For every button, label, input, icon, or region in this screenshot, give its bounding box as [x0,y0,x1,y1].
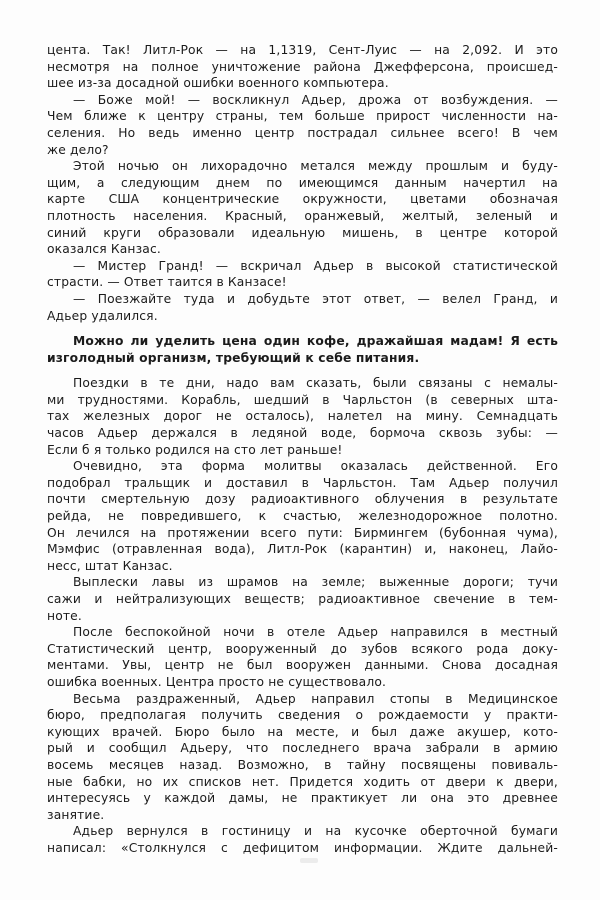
text-line: несмотря на полное уничтожение района Джефферсона, происшед- [47,59,558,74]
text-line: почти смертельную дозу радиоактивного облучения в результате [47,492,558,507]
text-line: Если б я только родился на сто лет раньше! [47,442,343,457]
text-line: кующих врачей. Бюро было на месте, и был даже акушер, кото- [47,724,558,739]
text-line: плотность населения. Красный, оранжевый, желтый, зеленый и [47,208,558,223]
text-line: Можно ли уделить цена один кофе, дражайшая мадам! Я есть [73,334,558,349]
text-line: сажи и нейтрализующих веществ; радиоактивное свечение в тем- [47,592,558,606]
text-line: рейда, не повредившего, к счастью, железнодорожное полотно. [47,509,558,524]
text-line: синий круги образовали идеальную мишень, в центре которой [47,225,558,240]
text-line: Статистический центр, вооруженный до зубов всякого рода доку- [47,641,558,656]
text-line: ментами. Увы, центр не был вооружен данными. Снова досадная [47,658,558,673]
text-line: Очевидно, эта форма молитвы оказалась действенной. Его [73,459,558,474]
text-line: изголодный организм, требующий к себе питания. [47,350,420,365]
text-line: бюро, предполагая получить сведения о рождаемости у практи- [47,708,558,723]
text-line: ошибка военных. Центра просто не существовало. [47,674,387,689]
text-line: тах железных дорог не осталось), налетел на мину. Семнадцать [47,409,558,424]
text-line: интересуясь у каждой дамы, не практикует ли она это древнее [47,791,558,806]
text-line: щим, а следующим днем по имеющимся данным начертил на [47,175,558,190]
text-line: восемь месяцев назад. Возможно, в тайну посвящены повиваль- [47,757,558,772]
text-line: рый и сообщил Адьеру, что последнего врача забрали в армию [47,741,558,756]
text-line: написал: «Столкнулся с дефицитом информации. Ждите дальней- [47,840,558,855]
text-line: Этой ночью он лихорадочно метался между прошлым и буду- [73,159,558,174]
text-line: подобрал тральщик и доставил в Чарльстон. Там Адьер получил [47,475,558,490]
text-line: Мэмфис (отравленная вода), Литл-Рок (карантин) и, наконец, Лайо- [47,542,558,557]
text-line: карте США концентрические окружности, цветами обозначая [47,192,558,207]
text-line: — Поезжайте туда и добудьте этот ответ, — велел Гранд, и [73,291,558,306]
text-line: шее из-за досадной ошибки военного компьютера. [47,76,389,91]
text-line: ми трудностями. Корабль, шедший в Чарльстон (в северных шта- [47,392,558,407]
text-line: Адьер удалился. [47,308,158,323]
text-line: часов Адьер держался в ледяной воде, бормоча сквозь зубы: — [47,426,558,441]
text-line: цента. Так! Литл-Рок — на 1,1319, Сент-Луис — на 2,092. И это [47,43,558,57]
text-line: ные бабки, но их списков нет. Придется ходить от двери к двери, [47,774,558,789]
text-line: — Мистер Гранд! — вскричал Адьер в высокой статистической [73,258,558,273]
text-line: Он лечился на протяжении всего пути: Бирмингем (бубонная чума), [47,525,558,540]
text-line: селения. Но ведь именно центр пострадал сильнее всего! В чем [47,125,558,140]
text-line: После беспокойной ночи в отеле Адьер направился в местный [73,625,558,640]
text-line: — Боже мой! — воскликнул Адьер, дрожа от возбуждения. — [73,92,558,107]
text-line: Чем ближе к центру страны, тем больше прирост численности на- [47,109,558,124]
text-line: несс, штат Канзас. [47,558,173,573]
text-line: же дело? [47,142,109,157]
text-line: занятие. [47,807,105,822]
text-line: Поездки в те дни, надо вам сказать, были связаны с немалы- [73,376,558,391]
text-line: Выплески лавы из шрамов на земле; выженные дороги; тучи [73,575,558,590]
text-line: ноте. [47,608,82,623]
text-line: страсти. — Ответ таится в Канзасе! [47,275,287,290]
text-line: Весьма раздраженный, Адьер направил стопы в Медицинское [73,691,558,706]
scan-smudge-artifact [300,858,318,863]
text-line: оказался Канзас. [47,242,161,257]
text-line: Адьер вернулся в гостиницу и на кусочке оберточной бумаги [73,824,558,839]
page-text [47,42,558,857]
